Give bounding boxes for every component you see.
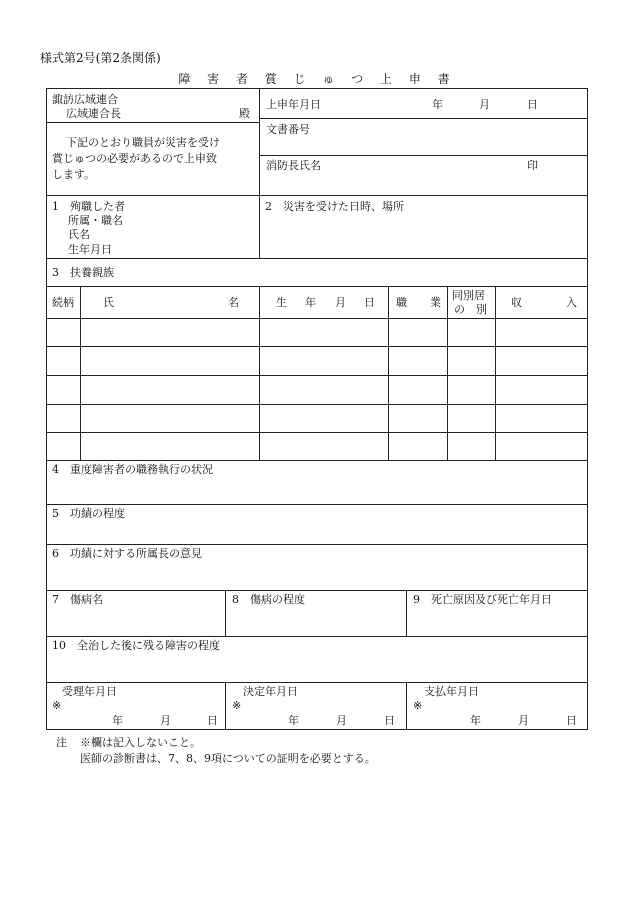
- received-mark: ※: [52, 699, 62, 712]
- section3-title: 3 扶養親族: [52, 266, 114, 279]
- intro-line-3: します。: [52, 168, 96, 181]
- intro-line-1: 下記のとおり職員が災害を受け: [66, 136, 220, 149]
- header-birth-d: 日: [364, 296, 375, 309]
- paid-day: 日: [566, 714, 577, 727]
- paid-year: 年: [470, 714, 481, 727]
- header-income-a: 収: [511, 296, 522, 309]
- filing-month: 月: [479, 98, 490, 111]
- form-number: 様式第2号(第2条関係): [40, 51, 161, 65]
- intro-line-2: 賞じゅつの必要があるので上申致: [52, 152, 217, 165]
- header-birth-b: 年: [305, 296, 316, 309]
- received-date-label: 受理年月日: [62, 685, 117, 698]
- header-job-a: 職: [396, 296, 407, 309]
- header-job-b: 業: [430, 296, 441, 309]
- decided-mark: ※: [232, 699, 242, 712]
- section8-title: 8 傷病の程度: [232, 593, 305, 606]
- addressee-title: 広域連合長: [66, 107, 121, 120]
- doc-number-label: 文書番号: [266, 123, 310, 136]
- section4-title: 4 重度障害者の職務執行の状況: [52, 463, 213, 476]
- section5-title: 5 功績の程度: [52, 507, 125, 520]
- filing-date-label: 上申年月日: [266, 98, 321, 111]
- note-line-1: ※欄は記入しないこと。: [80, 736, 201, 749]
- section1-affiliation: 所属・職名: [68, 214, 123, 227]
- chief-name-label: 消防長氏名: [266, 159, 321, 172]
- header-birth-c: 月: [335, 296, 346, 309]
- decided-day: 日: [384, 714, 395, 727]
- section6-title: 6 功績に対する所属長の意見: [52, 547, 202, 560]
- form-title: 障 害 者 賞 じ ゅ つ 上 申 書: [178, 72, 452, 86]
- header-coliving-a: 同別居: [452, 289, 485, 302]
- section7-title: 7 傷病名: [52, 593, 103, 606]
- header-name-a: 氏: [103, 296, 114, 309]
- decided-year: 年: [288, 714, 299, 727]
- section1-name: 氏名: [68, 228, 90, 241]
- header-name-b: 名: [228, 296, 239, 309]
- header-income-b: 入: [566, 296, 577, 309]
- section2-title: 2 災害を受けた日時、場所: [265, 200, 404, 213]
- section9-title: 9 死亡原因及び死亡年月日: [413, 593, 552, 606]
- section10-title: 10 全治した後に残る障害の程度: [52, 639, 220, 652]
- header-relation: 続柄: [52, 296, 74, 309]
- paid-date-label: 支払年月日: [424, 685, 479, 698]
- paid-mark: ※: [413, 699, 423, 712]
- received-day: 日: [207, 714, 218, 727]
- addressee-org: 諏訪広域連合: [52, 93, 118, 106]
- form-border: [47, 89, 588, 730]
- header-birth-a: 生: [276, 296, 287, 309]
- section1-birth: 生年月日: [68, 243, 112, 256]
- addressee-honorific: 殿: [239, 107, 250, 120]
- decided-month: 月: [336, 714, 347, 727]
- header-coliving-b: の 別: [454, 303, 487, 316]
- decided-date-label: 決定年月日: [243, 685, 298, 698]
- paid-month: 月: [518, 714, 529, 727]
- received-month: 月: [160, 714, 171, 727]
- filing-day: 日: [527, 98, 538, 111]
- received-year: 年: [112, 714, 123, 727]
- note-line-2: 医師の診断書は、7、8、9項についての証明を必要とする。: [80, 752, 376, 765]
- note-prefix: 注: [56, 736, 67, 749]
- seal-mark: 印: [527, 159, 538, 172]
- filing-year: 年: [432, 98, 443, 111]
- section1-title: 1 殉職した者: [52, 200, 125, 213]
